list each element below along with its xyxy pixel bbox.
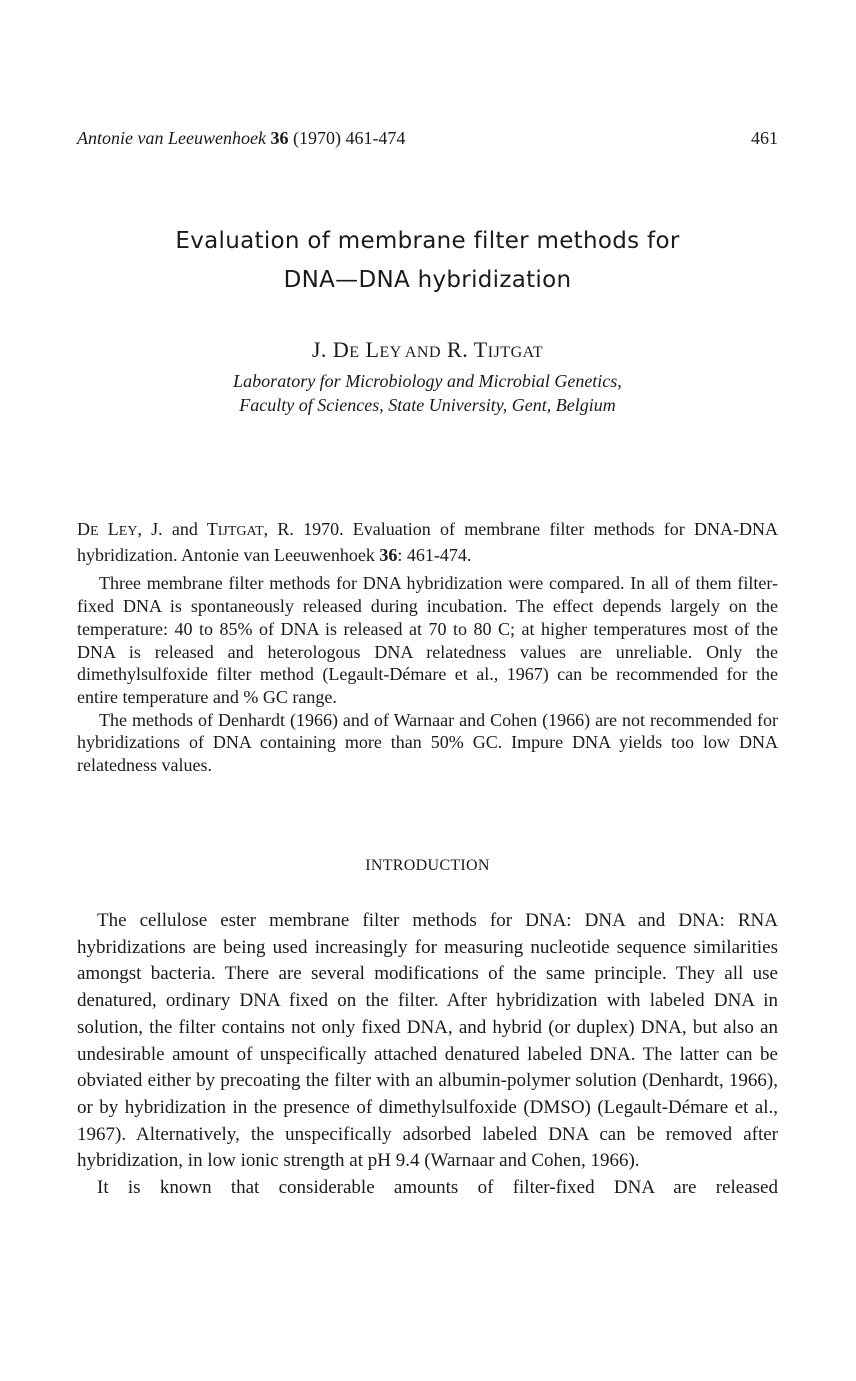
author-1-part: E (349, 344, 360, 361)
authors (77, 336, 778, 367)
citation-part: : 461-474. (397, 544, 472, 565)
citation-part: EY (118, 524, 138, 539)
affiliation (77, 369, 778, 417)
author-1-part: J. D (311, 337, 350, 362)
body-paragraph-2: It is known that considerable amounts of filter-fixed DNA are released (97, 1177, 778, 1199)
citation-part: D (77, 519, 90, 539)
journal-name: Antonie van Leeuwenhoek (77, 128, 266, 148)
author-2-part: IJTGAT (487, 344, 544, 361)
citation-part: , J. and T (137, 519, 218, 539)
body-text (77, 908, 778, 1202)
affiliation-line-1: Laboratory for Microbiology and Microbial Genetics, (233, 371, 622, 391)
author-1-part: EY AND (379, 344, 442, 361)
body-paragraph-1: The cellulose ester membrane filter methods for DNA: DNA and DNA: RNA hybridizations are being used increasingly for measuring nucleotide sequence similarities amongst bacteria. There are several modifications of the same principle. They all use denatured, ordinary DNA fixed on the filter. After hybridization with labeled DNA in solution, the filter contains not only fixed DNA, and hybrid (or duplex) DNA, but also an undesirable amount of unspecifically attached denatured labeled DNA. The latter can be obviated either by precoating the filter with an albumin-polymer solution (Denhardt, 1966), or by hybridization in the presence of dimethylsulfoxide (DMSO) (Legault-Démare et al., 1967). Alternatively, the unspecifically adsorbed labeled DNA can be removed after hybridization, in low ionic strength at pH 9.4 (Warnaar and Cohen, 1966). (77, 910, 778, 1172)
citation-part: L (98, 519, 119, 539)
running-head (77, 127, 778, 149)
author-2-part: R. T (447, 337, 488, 362)
page-number: 461 (751, 128, 778, 148)
title-line-1: Evaluation of membrane filter methods for (175, 228, 680, 254)
abstract-citation (77, 518, 778, 566)
abstract-paragraph-1: Three membrane filter methods for DNA hybridization were compared. In all of them filter-fixed DNA is spontaneously released during incubation. The effect depends largely on the temperature: 40 to 85% of DNA is released at 70 to 80 C; at higher temperatures most of the DNA is released and heterologous DNA relatedness values are unreliable. Only the dimethylsulfoxide filter method (Legault-Démare et al., 1967) can be recommended for the entire temperature and % GC range. (77, 573, 778, 707)
citation-part: IJTGAT (217, 524, 264, 539)
author-1-part: L (365, 337, 380, 362)
citation-part: E (90, 524, 99, 539)
journal-volume: 36 (270, 128, 289, 148)
citation-part: , R. 1970. Evaluation of membrane filter methods for DNA-DNA hybridization. Antonie van Leeuwenhoek (77, 519, 778, 565)
title-line-2: DNA—DNA hybridization (283, 267, 572, 293)
abstract-paragraph-2: The methods of Denhardt (1966) and of Warnaar and Cohen (1966) are not recommended for hybridizations of DNA containing more than 50% GC. Impure DNA yields too low DNA relatedness values. (77, 709, 778, 776)
abstract (77, 518, 778, 777)
paper-title (77, 222, 778, 300)
affiliation-line-2: Faculty of Sciences, State University, Gent, Belgium (239, 395, 616, 415)
citation-volume: 36 (379, 544, 398, 565)
section-heading: INTRODUCTION (365, 857, 490, 874)
journal-year-pages: (1970) 461-474 (292, 128, 406, 148)
